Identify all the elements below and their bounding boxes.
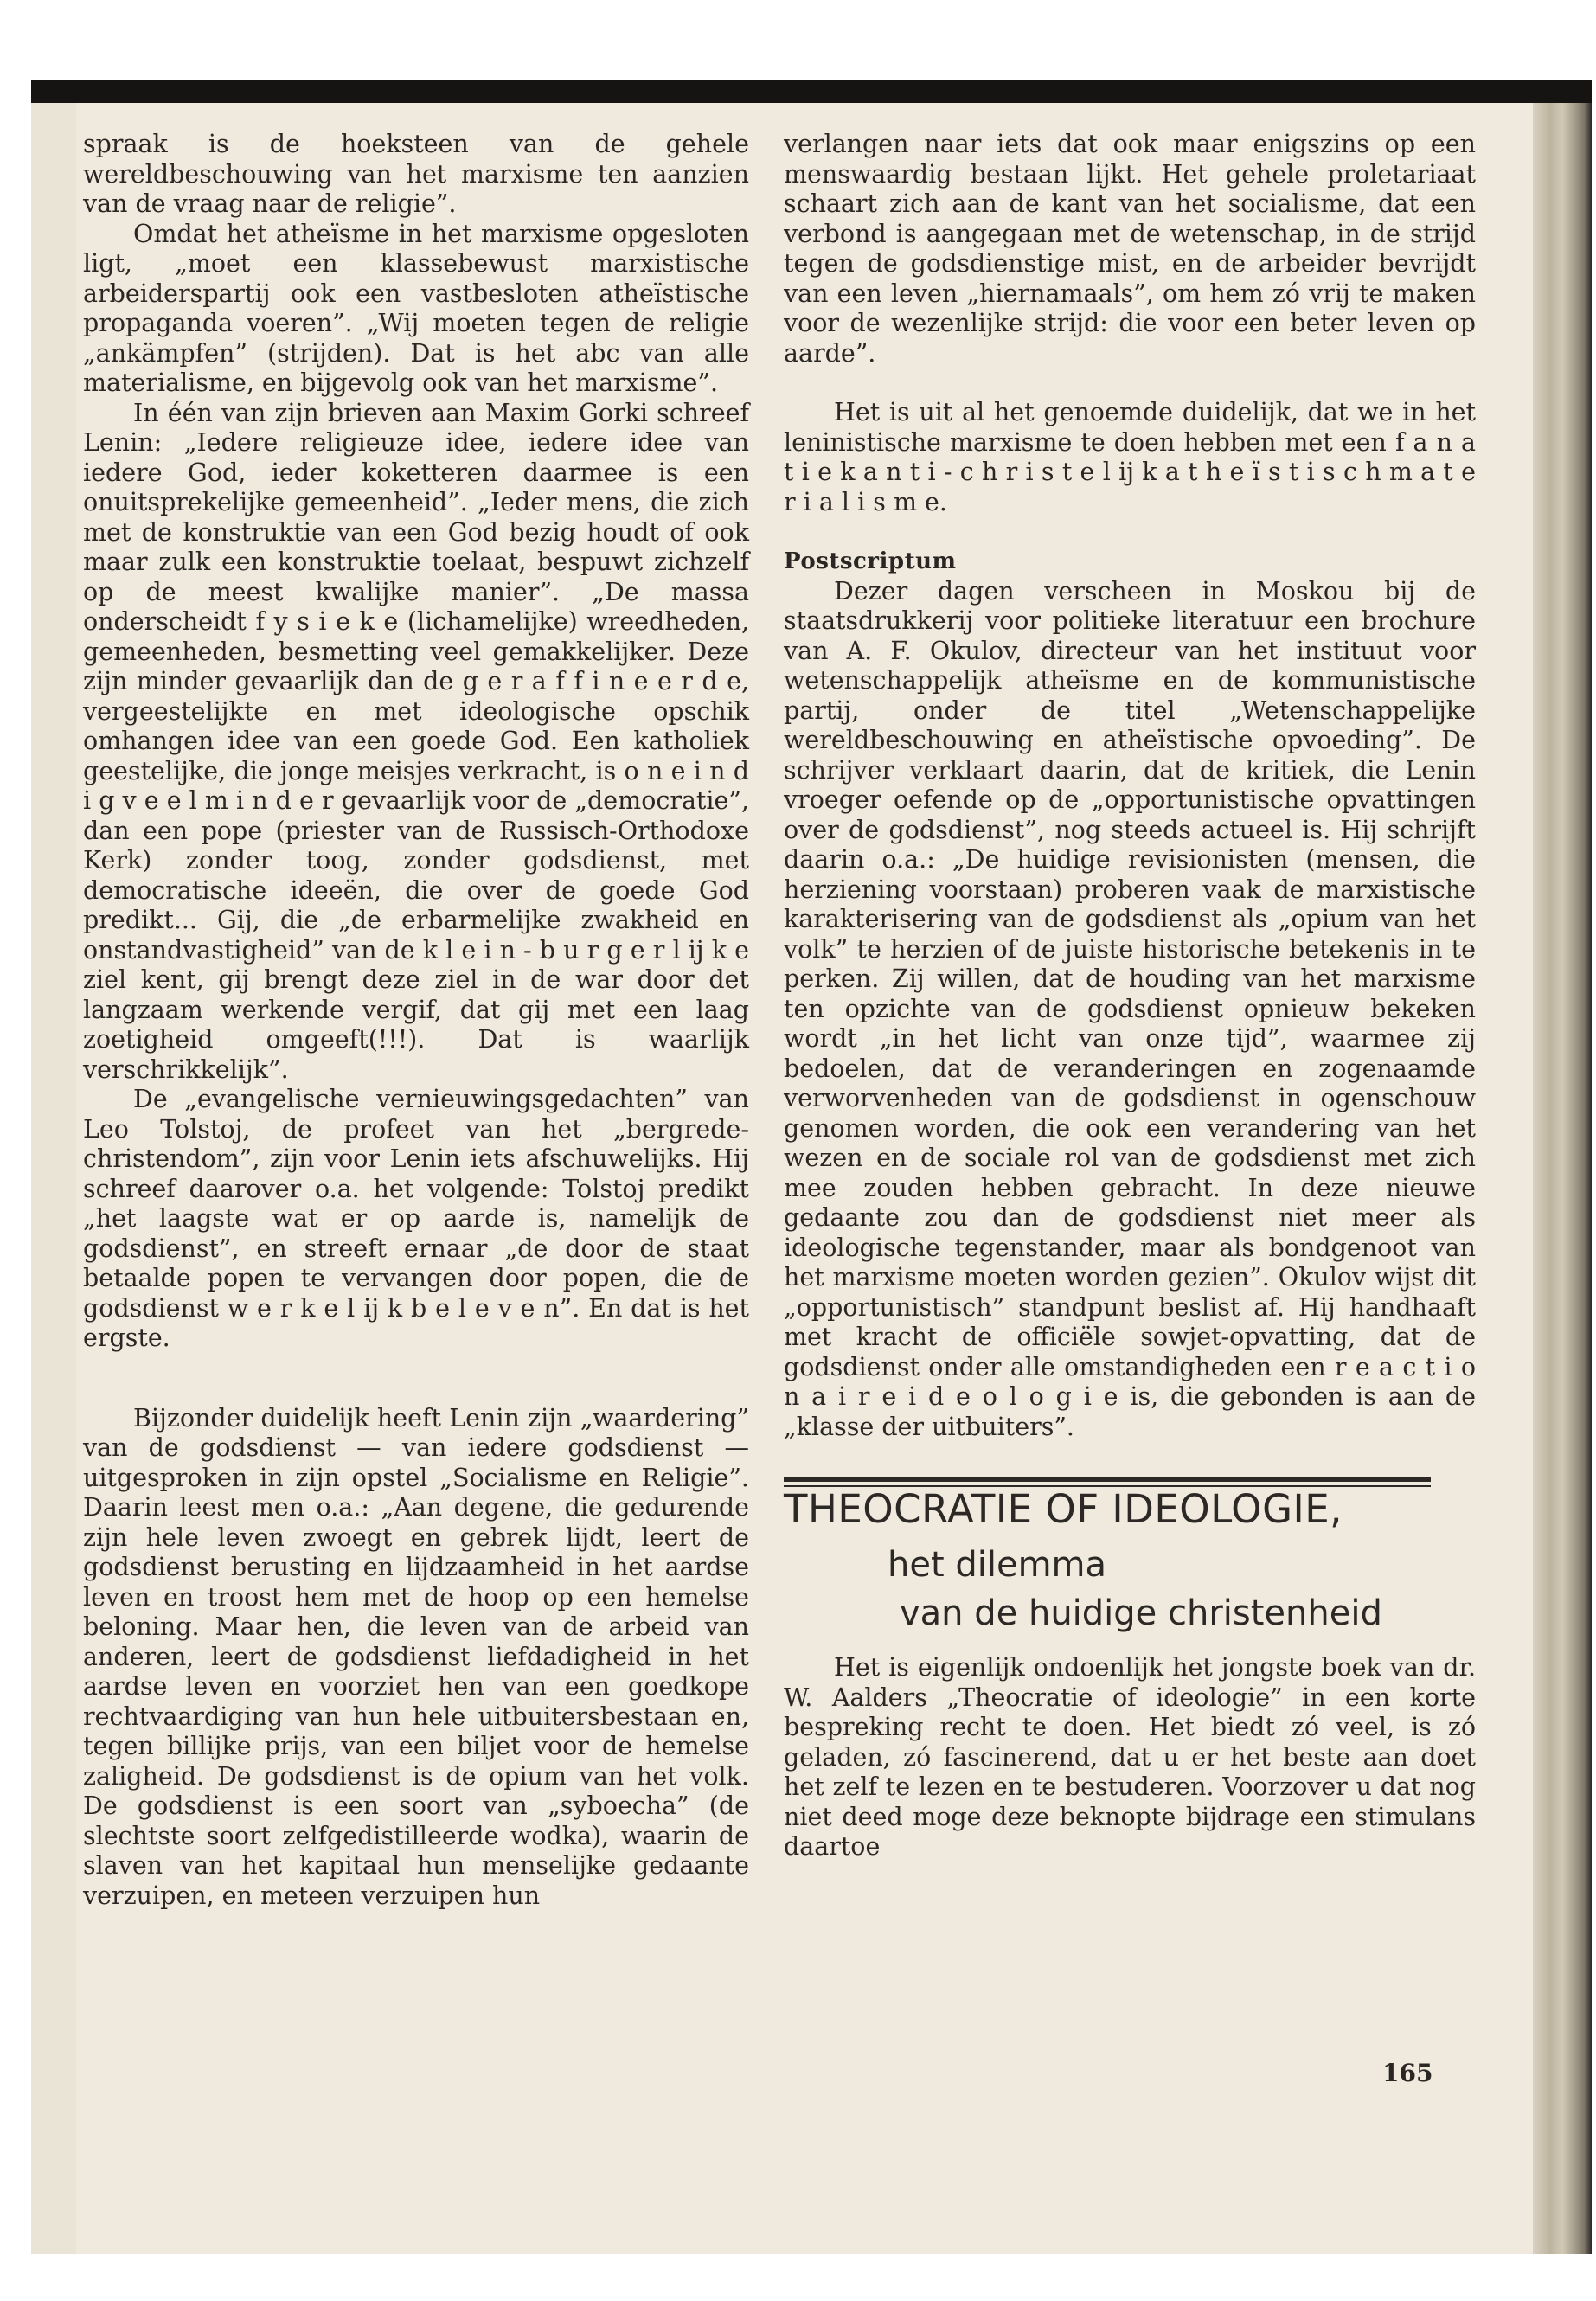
left-margin: [31, 103, 76, 2254]
right-paragraph-1: verlangen naar iets dat ook maar enigszins op een menswaardig bestaan lijkt. Het gehele proletariaat schaart zich aan de kant van het socialisme, dat een verbond is aangegaan met de wetenschap, in de strijd tegen de godsdienstige mist, en de arbeider bevrijdt van een leven „hiernamaals”, om hem zó vrij te maken voor de wezenlijke strijd: die voor een beter leven op aarde”.: [784, 130, 1476, 368]
scan-top-border: [31, 80, 1592, 103]
left-paragraph-2: Omdat het atheïsme in het marxisme opgesloten ligt, „moet een klassebewust marxistische arbeiderspartij ook een vastbesloten atheïstische propaganda voeren”. „Wij moeten tegen de religie „ankämpfen” (strijden). Dat is het abc van alle materialisme, en bijgevolg ook van het marxisme”.: [83, 219, 749, 397]
page-edges: [1533, 103, 1592, 2254]
left-paragraph-3: In één van zijn brieven aan Maxim Gorki schreef Lenin: „Iedere religieuze idee, iedere idee van iedere God, ieder koketteren daarmee is een onuitsprekelijke gemeenheid”. „Ieder mens, die zich met de konstruktie van een God bezig houdt of ook maar zulk een konstruktie toelaat, bespuwt zichzelf op de meest kwalijke manier”. „De massa onderscheidt f y s i e k e (lichamelijke) wreedheden, gemeenheden, besmetting veel gemakkelijker. Deze zijn minder gevaarlijk dan de g e r a f f i n e e r d e, vergeestelijkte en met ideologische opschik omhangen idee van een goede God. Een katholiek geestelijke, die jonge meisjes verkracht, is o n e i n d i g v e e l m i n d e r gevaarlijk voor de „democratie”, dan een pope (priester van de Russisch-Orthodoxe Kerk) zonder toog, zonder godsdienst, met democratische ideeën, die over de goede God predikt... Gij, die „de erbarmelijke zwakheid en onstandvastigheid” van de k l e i n - b u r g e r l ij k e ziel kent, gij brengt deze ziel in de war door det langzaam werkende vergif, dat gij met een laag zoetigheid omgeeft(!!!). Dat is waarlijk verschrikkelijk”.: [83, 398, 749, 1084]
article-rule-thick: [784, 1477, 1431, 1482]
postscript-text: Dezer dagen verscheen in Moskou bij de staatsdrukkerij voor politieke literatuur een brochure van A. F. Okulov, directeur van het instituut voor wetenschappelijk atheïsme en de kommunistische partij, onder de titel „Wetenschappelijke wereldbeschouwing en atheïstische opvoeding”. De schrijver verklaart daarin, dat de kritiek, die Lenin vroeger oefende op de „opportunistische opvattingen over de godsdienst”, nog steeds actueel is. Hij schrijft daarin o.a.: „De huidige revisionisten (mensen, die herziening voorstaan) proberen vaak de marxistische karakterisering van de godsdienst als „opium van het volk” te herzien of de juiste historische betekenis in te perken. Zij willen, dat de houding van het marxisme ten opzichte van de godsdienst opnieuw bekeken wordt „in het licht van onze tijd”, waarmee zij bedoelen, dat de veranderingen en zogenaamde verworvenheden van de godsdienst in ogenschouw genomen worden, die ook een verandering van het wezen en de sociale rol van de godsdienst met zich mee zouden hebben gebracht. In deze nieuwe gedaante zou dan de godsdienst niet meer als ideologische tegenstander, maar als bondgenoot van het marxisme moeten worden gezien”. Okulov wijst dit „opportunistisch” standpunt beslist af. Hij handhaaft met kracht de officiële sowjet-opvatting, dat de godsdienst onder alle omstandigheden een r e a c t i o n a i r e i d e o l o g i e is, die gebonden is aan de „klasse der uitbuiters”.: [784, 576, 1476, 1441]
article-subtitle-line2: van de huidige christenheid: [900, 1593, 1382, 1633]
article-subtitle-line1: het dilemma: [888, 1545, 1107, 1585]
right-paragraph-2: Het is uit al het genoemde duidelijk, dat we in het leninistische marxisme te doen hebben met een f a n a t i e k a n t i - c h r i s t e l ij k a t h e ï s t i s c h m a t e r i a l i s m e.: [784, 398, 1476, 516]
right-column: [784, 130, 1476, 1862]
postscript-heading: Postscriptum: [784, 548, 957, 574]
article-intro: Het is eigenlijk ondoenlijk het jongste boek van dr. W. Aalders „Theocratie of ideologie” in een korte bespreking recht te doen. Het biedt zó veel, is zó geladen, zó fascinerend, dat u er het beste aan doet het zelf te lezen en te bestuderen. Voorzover u dat nog niet deed moge deze beknopte bijdrage een stimulans daartoe: [784, 1653, 1476, 1861]
left-paragraph-4: De „evangelische vernieuwingsgedachten” van Leo Tolstoj, de profeet van het „bergrede-christendom”, zijn voor Lenin iets afschuwelijks. Hij schreef daarover o.a. het volgende: Tolstoj predikt „het laagste wat er op aarde is, namelijk de godsdienst”, en streeft ernaar „de door de staat betaalde popen te vervangen door popen, die de godsdienst w e r k e l ij k b e l e v e n”. En dat is het ergste.: [83, 1085, 749, 1352]
left-column: [83, 130, 749, 1911]
left-paragraph-5: Bijzonder duidelijk heeft Lenin zijn „waardering” van de godsdienst — van iedere godsdienst — uitgesproken in zijn opstel „Socialisme en Religie”. Daarin leest men o.a.: „Aan degene, die gedurende zijn hele leven zwoegt en gebrek lijdt, leert de godsdienst berusting en lijdzaamheid in het aardse leven en troost hem met de hoop op een hemelse beloning. Maar hen, die leven van de arbeid van anderen, leert de godsdienst liefdadigheid in het aardse leven en voorziet hen van een goedkope rechtvaardiging van hun hele uitbuitersbestaan en, tegen billijke prijs, van een biljet voor de hemelse zaligheid. De godsdienst is de opium van het volk. De godsdienst is een soort van „syboecha” (de slechtste soort zelfgedistilleerde wodka), waarin de slaven van het kapitaal hun menselijke gedaante verzuipen, en meteen verzuipen hun: [83, 1403, 749, 1910]
left-paragraph-1: spraak is de hoeksteen van de gehele wereldbeschouwing van het marxisme ten aanzien van de vraag naar de religie”.: [83, 130, 749, 218]
page-number: 165: [1382, 2059, 1433, 2087]
article-title: THEOCRATIE OF IDEOLOGIE,: [784, 1486, 1343, 1532]
